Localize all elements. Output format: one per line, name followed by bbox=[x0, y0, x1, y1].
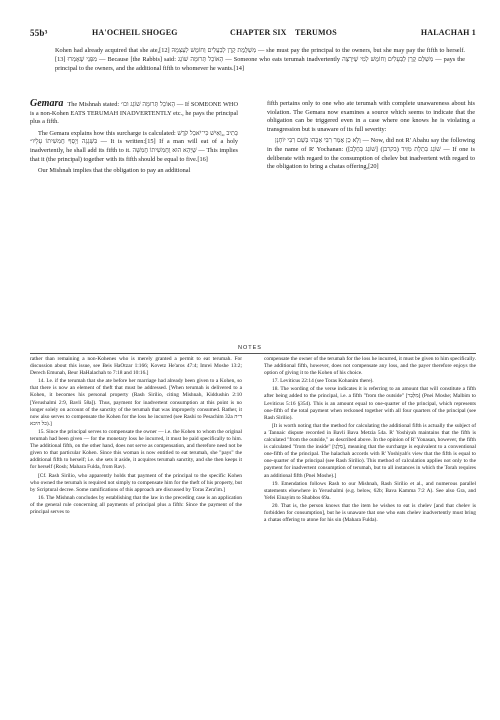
gemara-right-paragraph-1: fifth pertains only to one who ate terumah with complete unawareness about his violation. The Gemara now examines a source which seems to indicate that the obligation can be triggered even in a case where one knows he is violating a transgression but is unaware of its full severity: bbox=[267, 100, 475, 133]
mishnah-continuation bbox=[55, 46, 465, 74]
note-item: 20. That is, the person knows that the item he wishes to eat is chelev [and that chelev is forbidden for consumption], but he is unaware that one who eats chelev inadvertently must bring a chatas offering to atone for his sin (Mahara Fulda). bbox=[264, 502, 476, 524]
notes-divider bbox=[30, 353, 476, 354]
notes-heading: NOTES bbox=[238, 345, 262, 351]
note-item: compensate the owner of the terumah for the loss he incurred, it must be given to him specifically. The additional fifth, however, does not compensate any loss, and the payer therefore enjoys the option of giving it to the Kohen of his choice. bbox=[264, 356, 476, 377]
halachah-label: HALACHAH 1 bbox=[420, 28, 476, 37]
gemara-paragraph-1-text: The Mishnah stated: הָאוֹכֵל תְּרוּמָה שׁוֹגֵג וכו׳ — If SOMEONE WHO is a non-Kohen EATS TERUMAH INADVERTENTLY etc., he pays the principal plus a fifth. bbox=[30, 101, 238, 126]
gemara-right-paragraph-2: וְלָא כֵן אָמַר רִבִּי אַבָּהוּ בְּשֵׁם רִבִּי יוֹחָנָן — Now, did not R' Abahu say the following in the name of R' Yochanan: (שׁוֹגֵג בִּתְלָת מְזִיד (בקרבן) [שׁוֹגֵג בְּחֵלֶב] — If one is deliberate with regard to the consumption of chelev but inadvertent with regard to the obligation to bring a chatas offering,[20] bbox=[267, 137, 476, 171]
note-item: [Cf. Rash Sirilio, who apparently holds that payment of the principal to the specific Kohen who owned the terumah is required not simply to compensate him for the theft of his property, but by Scriptural decree. Some ramifications of this approach are discussed by Toras Zera'im.] bbox=[30, 472, 242, 493]
book-title: HA'OCHEIL SHOGEG bbox=[92, 28, 178, 37]
gemara-right-column bbox=[267, 100, 475, 175]
gemara-paragraph-2: The Gemara explains how this surcharge is calculated: כְּתִיב ,,וְאִישׁ כִּי־יֹאכַל קֹדֶשׁ בִּשְׁגָגָה וְיָסַף חֲמִשִׁיתוֹ עָלָיו״ — It is written:[15] If a man will eat of a holy inadvertently, he shall add its fifth to it. שֶׁיְּהֵא הוּא וַחֲמִשִׁיתוֹ חֲמִשָּׁה — This implies that it (the principal) together with its fifth should be equal to five.[16] bbox=[30, 129, 238, 163]
note-item: [It is worth noting that the method for calculating the additional fifth is actually the subject of a Tannaic dispute recorded in Bavli Bava Metzia 54a. R' Yoshiyah maintains that the fifth is calculated "from the outside," as described above. In the opinion of R' Yonasan, however, the fifth is calculated "from the inside" [מִלְּגָו], meaning that the surcharge is equivalent to a conventional one-fifth of the principal. The halachah accords with R' Yoshiyah's view that the fifth is equal to one-quarter of the principal (see Rash Sirilio). This method of calculation applies not only to the payment for inadvertent consumption of terumah, but to all instances in which the Torah requires an additional fifth (Pnei Moshe).] bbox=[264, 422, 476, 479]
tractate-title: TERUMOS bbox=[295, 28, 337, 37]
note-item: rather than remaining a non-Kohenes who is merely granted a permit to eat terumah. For discussion about this issue, see Beis HaOtzar 1:166; Kovetz He'aros 47:4; Imrei Moshe 13:2; Derech Emunah, Beur HaHalachah to 7:18 and 10:16.] bbox=[30, 356, 242, 377]
page-number: 55b³ bbox=[30, 28, 48, 38]
note-item: 15. Since the principal serves to compensate the owner — i.e. the Kohen to whom the original terumah had been given — for the monetary loss he incurred, it must be paid specifically to him. The additional fifth, on the other hand, does not serve as compensation, and therefore need not be given to that particular Kohen. Since this woman is now entitled to eat terumah, she "pays" the additional fifth to herself; i.e. she sets it aside, it acquires terumah sanctity, and she then keeps it for herself (Rosh; Mahara Fulda, from Rav). bbox=[30, 428, 242, 471]
gemara-paragraph-3: Our Mishnah implies that the obligation to pay an additional bbox=[38, 167, 191, 175]
note-item: 18. The wording of the verse indicates it is referring to an amount that will constitute a fifth after being added to the principal, i.e. a fifth "from the outside" [מִלְּבַר] (Pnei Moshe; Malbim to Leviticus 5:16 §354). This is an amount equal to one-quarter of the principal, which represents one-fifth of the total payment when reckoned together with all four quarters of the principal (see Rash Sirilio). bbox=[264, 386, 476, 421]
page-header bbox=[30, 28, 476, 40]
chapter-title: CHAPTER SIX bbox=[230, 28, 287, 37]
notes-right-column bbox=[264, 356, 476, 525]
mishnah-paragraph: Kohen had already acquired that she ate,[12] מְשַׁלֶּמֶת קֶרֶן לְבַעֲלִים וְחוֹמֶשׁ לְעַצְמָהּ — she must pay the principal to the owners, but she may pay the fifth to herself.[13] מִפְּנֵי שֶׁאָמְרוּ — Because [the Rabbis] said: הָאוֹכֵל תְּרוּמָה שׁוֹגֵג — Someone who eats terumah inadvertently מְשַׁלֵּם קֶרֶן לַבְּעָלִים וְחוֹמֶשׁ לְמִי שֶׁיִּרְצֶה — pays the principal to the owners, and the additional fifth to whomever he wants.[14] bbox=[55, 47, 465, 73]
note-item: 17. Leviticus 22:14 (see Toras Kohanim there). bbox=[272, 378, 374, 385]
gemara-paragraph-1 bbox=[30, 100, 238, 127]
note-item: 19. Emendation follows Rash to our Mishnah, Rash Sirilio et al., and numerous parallel statements elsewhere in Yerushalmi (e.g. below, 62b; Bava Kamma 7:2 A). See also Gra, and Yefei Einayim to Shabbos 69a. bbox=[264, 480, 476, 501]
gemara-left-column bbox=[30, 100, 238, 179]
note-item: 14. I.e. if the terumah that she ate before her marriage had already been given to a Kohen, so that there is now an element of theft that must be addressed. [When terumah is delivered to a Kohen, it becomes his personal property (Rash Sirilio, citing Mishnah, Kiddushin 2:10 [Yerushalmi 2:9, Bavli 58a]). Thus, payment for inadvertent consumption at this point is no longer solely on account of the sanctity of the terumah that was improperly consumed. Rather, it now also serves to compensate the Kohen for the loss he incurred (see Rashi to Pesachim 32a ד״ה כל היכא).] bbox=[30, 378, 242, 427]
gemara-label: Gemara bbox=[30, 98, 64, 109]
note-item: 16. The Mishnah concludes by establishing that the law in the preceding case is an application of the general rule concerning all payments of principal plus a fifth: Since the payment of the principal serves to bbox=[30, 494, 242, 515]
notes-left-column bbox=[30, 356, 242, 517]
